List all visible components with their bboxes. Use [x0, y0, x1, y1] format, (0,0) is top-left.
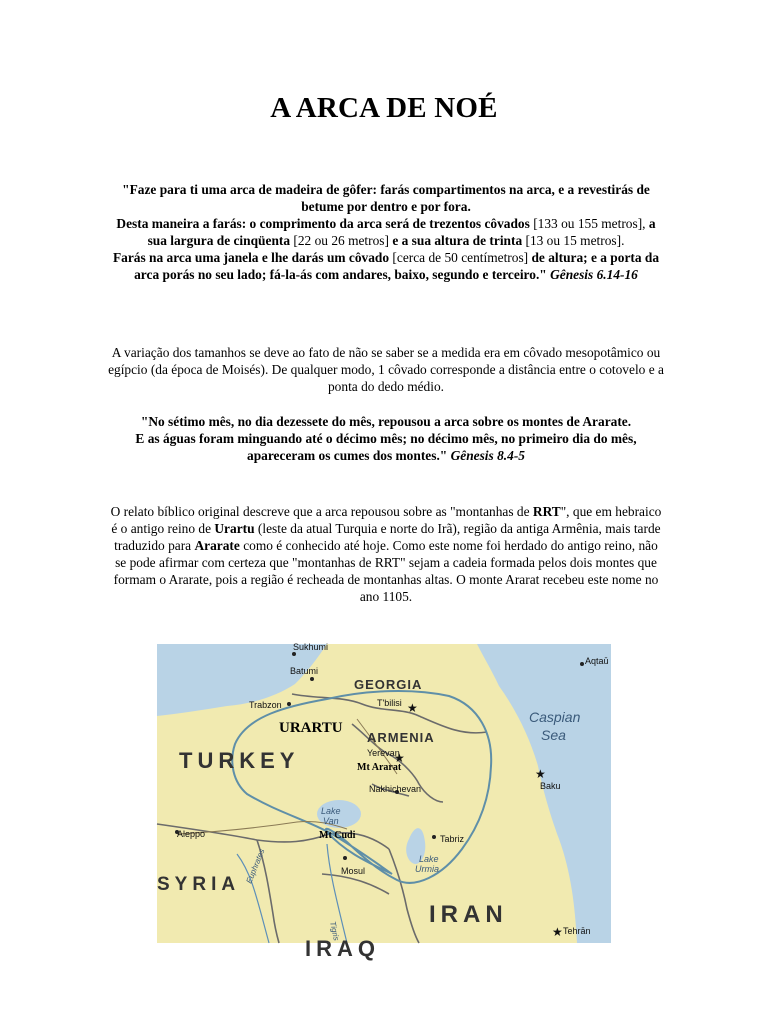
quote1-line3c: de altura; e a porta da arca porás no seu lado; fá-la-ás com andares, baixo, segundo e terceiro."	[134, 250, 660, 282]
quote1-line2c: a sua largura de cinqüenta	[147, 216, 656, 248]
label-mt-cudi: Mt Cudi	[319, 830, 356, 841]
city-batumi: Batumi	[290, 666, 319, 676]
quote1-line2a: Desta maneira a farás: o comprimento da arca será de trezentos côvados	[116, 216, 530, 231]
quote1-line3a: Farás na arca uma janela e lhe darás um côvado	[112, 250, 390, 265]
label-lake-van-2: Van	[323, 816, 339, 826]
batumi-dot	[310, 677, 314, 681]
paragraph-urartu	[108, 503, 664, 605]
p2-e: (leste da atual Turquia e norte do Irã), região da antiga Armênia, mais tarde traduzido para	[114, 521, 661, 553]
city-aqtau: Aqtaū	[585, 656, 609, 666]
quote1-line2f: [13 ou 15 metros].	[522, 233, 625, 248]
city-mosul: Mosul	[341, 866, 366, 876]
label-syria: SYRIA	[157, 874, 241, 895]
p2-urartu: Urartu	[214, 521, 255, 536]
label-georgia: GEORGIA	[354, 677, 423, 692]
quote1-line2d: [22 ou 26 metros]	[290, 233, 393, 248]
sukhumi-dot	[292, 652, 296, 656]
quote1-line3b: [cerca de 50 centímetros]	[389, 250, 532, 265]
trabzon-dot	[287, 702, 291, 706]
city-aleppo: Aleppo	[177, 829, 206, 839]
city-tabriz: Tabriz	[440, 834, 465, 844]
tbilisi-star-icon: ★	[407, 701, 418, 715]
p2-rrt: RRT	[532, 504, 561, 519]
tehran-star-icon: ★	[552, 925, 563, 939]
quote1-line2b: [133 ou 155 metros],	[529, 216, 649, 231]
paragraph-cubit: A variação dos tamanhos se deve ao fato de não se saber se a medida era em côvado mesopotâmico ou egípcio (da época de Moisés). De qualquer modo, 1 côvado corresponde a distância entre o cotovelo e a ponta do dedo médio.	[108, 345, 664, 394]
label-turkey: TURKEY	[179, 748, 300, 773]
genesis-quote-1	[108, 181, 664, 283]
city-nakhichevan: Nakhichevan	[369, 784, 422, 794]
tabriz-dot	[432, 835, 436, 839]
label-tigris: Tigris	[328, 920, 341, 942]
label-urartu: URARTU	[279, 720, 343, 736]
region-map-svg	[157, 642, 611, 961]
p2-ararate: Ararate	[194, 538, 240, 553]
city-tehran: Tehrān	[563, 926, 591, 936]
city-baku: Baku	[540, 781, 561, 791]
genesis-quote-2	[108, 413, 664, 464]
city-sukhumi: Sukhumi	[293, 642, 329, 652]
quote1-line1: "Faze para ti uma arca de madeira de gôfer: farás compartimentos na arca, e a revestirás de betume por dentro e por fora.	[122, 182, 650, 214]
mosul-dot	[343, 856, 347, 860]
region-map	[157, 642, 611, 961]
label-mt-ararat: Mt Ararat	[357, 762, 402, 773]
aqtau-dot	[580, 662, 584, 666]
p2-a: O relato bíblico original descreve que a arca repousou sobre as "montanhas de	[110, 504, 533, 519]
city-yerevan: Yerevan	[367, 748, 400, 758]
city-trabzon: Trabzon	[249, 700, 282, 710]
label-iran: IRAN	[429, 901, 508, 928]
city-tbilisi: T'bilisi	[377, 698, 402, 708]
quote2-reference: Gênesis 8.4-5	[450, 448, 525, 463]
quote2-line2: E as águas foram minguando até o décimo mês; no décimo mês, no primeiro dia do mês, apareceram os cumes dos montes."	[135, 431, 637, 463]
p2-c: ", que em hebraico é o antigo reino de	[111, 504, 662, 536]
baku-star-icon: ★	[535, 767, 546, 781]
quote1-line2e: e a sua altura de trinta	[392, 233, 523, 248]
p2-g: como é conhecido até hoje. Como este nome foi herdado do antigo reino, não se pode afirmar com certeza que "montanhas de RRT" sejam a cadeia formada pelos dois montes que formam o Ararate, pois a região é recheada de montanhas altas. O monte Ararat recebeu este nome no ano 1105.	[113, 538, 659, 604]
label-armenia: ARMENIA	[367, 730, 435, 745]
label-lake-urmia-2: Urmia	[415, 864, 439, 874]
label-lake-urmia-1: Lake	[419, 854, 439, 864]
quote1-reference: Gênesis 6.14-16	[550, 267, 638, 282]
label-iraq: IRAQ	[305, 936, 380, 961]
label-caspian-1: Caspian	[529, 709, 581, 725]
quote2-line1: "No sétimo mês, no dia dezessete do mês, repousou a arca sobre os montes de Ararate.	[140, 414, 632, 429]
page-title: A ARCA DE NOÉ	[270, 92, 498, 124]
label-lake-van-1: Lake	[321, 806, 341, 816]
label-caspian-2: Sea	[541, 727, 566, 743]
label-euphrates: Euphrates	[244, 847, 267, 885]
yerevan-star-icon: ★	[394, 751, 405, 765]
